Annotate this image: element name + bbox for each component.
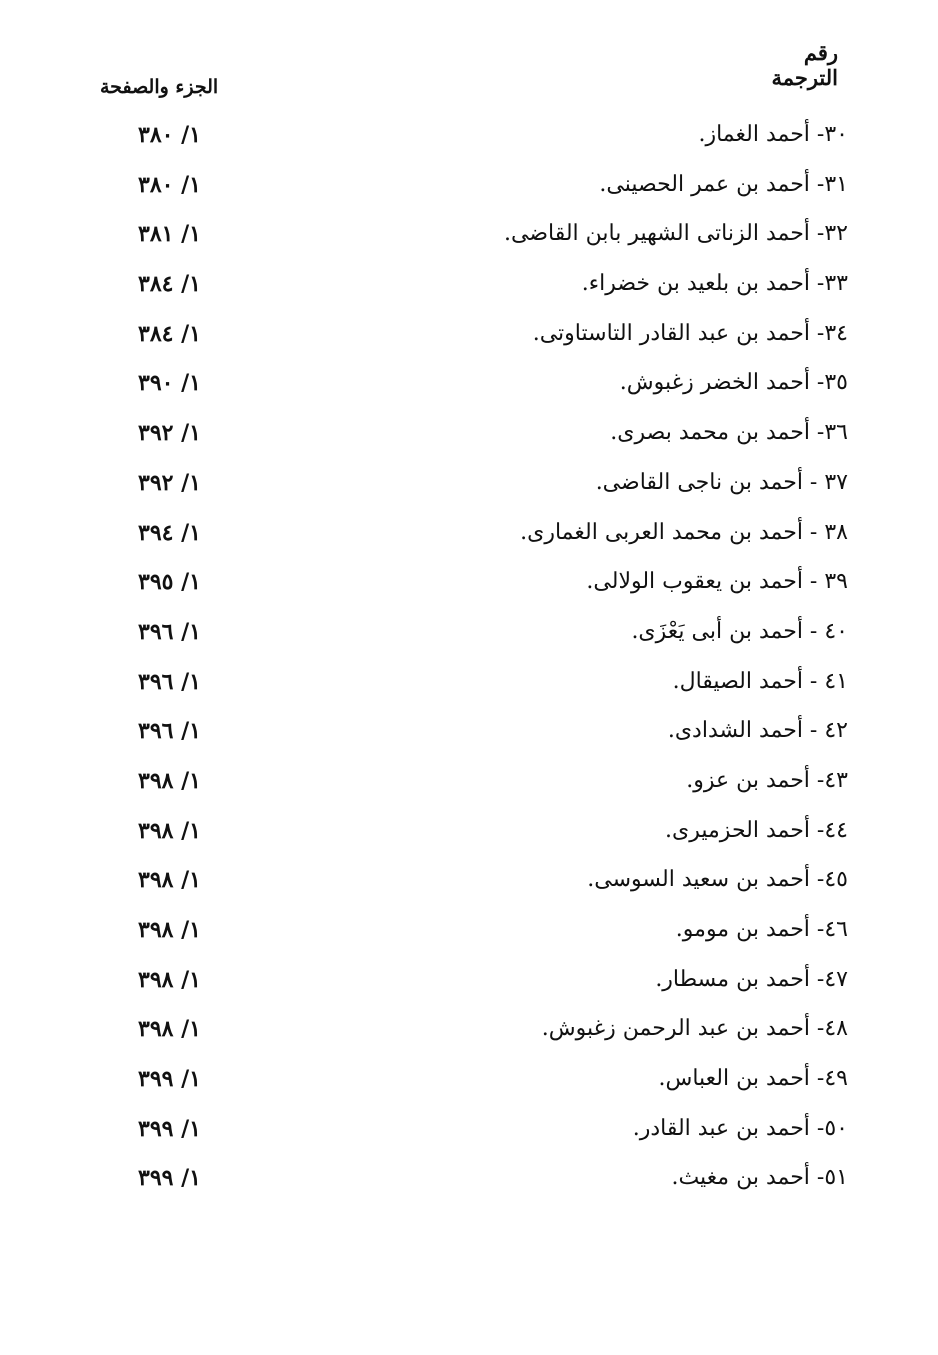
entry-name: ٣٤- أحمد بن عبد القادر التاستاوتى. — [532, 320, 848, 346]
entry-volume-page: ١/ ٣٩٩ — [138, 1066, 201, 1093]
entries-list — [0, 114, 938, 1207]
entry-volume-page: ١/ ٣٨٠ — [138, 122, 201, 148]
translation-number-header-line1: رقم — [803, 40, 838, 65]
entry-row — [0, 859, 938, 909]
entry-row — [0, 512, 938, 562]
entry-name: ٣٩ - أحمد بن يعقوب الولالى. — [586, 569, 848, 595]
entry-row — [0, 561, 938, 611]
entry-volume-page: ١/ ٣٨٤ — [138, 320, 201, 347]
translation-number-header — [638, 40, 838, 90]
entry-name: ٤٢ - أحمد الشدادى. — [667, 718, 848, 744]
entry-volume-page: ١/ ٣٨٤ — [138, 271, 201, 298]
entry-name: ٣٣- أحمد بن بلعيد بن خضراء. — [581, 271, 848, 297]
entry-name: ٣٢- أحمد الزناتى الشهير بابن القاضى. — [504, 221, 848, 247]
entry-volume-page: ١/ ٣٩٨ — [138, 817, 201, 844]
entry-row — [0, 164, 938, 214]
entry-volume-page: ١/ ٣٩٦ — [138, 668, 201, 695]
entry-name: ٣٥- أحمد الخضر زغبوش. — [619, 370, 848, 396]
entry-name: ٤٠ - أحمد بن أبى يَعْزَى. — [631, 618, 848, 644]
entry-row — [0, 412, 938, 462]
entry-row — [0, 362, 938, 412]
entry-name: ٤١ - أحمد الصيقال. — [672, 668, 848, 694]
entry-volume-page: ١/ ٣٨١ — [138, 221, 201, 248]
entry-name: ٤٥- أحمد بن سعيد السوسى. — [587, 867, 848, 893]
entry-row — [0, 909, 938, 959]
entry-volume-page: ١/ ٣٩٠ — [138, 370, 201, 397]
entry-volume-page: ١/ ٣٩٨ — [138, 867, 201, 894]
entry-row — [0, 760, 938, 810]
entry-name: ٥٠- أحمد بن عبد القادر. — [632, 1115, 848, 1141]
entry-volume-page: ١/ ٣٩٨ — [138, 917, 201, 943]
entry-row — [0, 263, 938, 313]
entry-row — [0, 661, 938, 711]
volume-page-header: الجزء والصفحة — [100, 76, 219, 98]
entry-volume-page: ١/ ٣٩٨ — [138, 767, 201, 794]
entry-name: ٣٠- أحمد الغماز. — [698, 122, 848, 147]
entry-row — [0, 213, 938, 263]
entry-name: ٤٤- أحمد الحزميرى. — [665, 817, 848, 843]
entry-name: ٣٦- أحمد بن محمد بصرى. — [610, 420, 848, 446]
entry-name: ٤٣- أحمد بن عزو. — [686, 767, 848, 793]
entry-row — [0, 810, 938, 860]
entry-row — [0, 313, 938, 363]
entry-name: ٥١- أحمد بن مغيث. — [671, 1165, 848, 1191]
entry-volume-page: ١/ ٣٩٦ — [138, 618, 201, 645]
entry-name: ٣١- أحمد بن عمر الحصينى. — [599, 171, 848, 197]
entry-row — [0, 1008, 938, 1058]
entry-row — [0, 1108, 938, 1158]
entry-name: ٤٧- أحمد بن مسطار. — [655, 966, 848, 992]
entry-volume-page: ١/ ٣٨٠ — [138, 171, 201, 198]
entry-row — [0, 611, 938, 661]
entry-name: ٤٨- أحمد بن عبد الرحمن زغبوش. — [541, 1016, 848, 1042]
entry-volume-page: ١/ ٣٩٦ — [138, 718, 201, 745]
entry-volume-page: ١/ ٣٩٩ — [138, 1115, 201, 1142]
entry-volume-page: ١/ ٣٩٢ — [138, 469, 201, 496]
entry-row — [0, 1058, 938, 1108]
entry-volume-page: ١/ ٣٩٥ — [138, 569, 201, 596]
entry-name: ٤٦- أحمد بن مومو. — [675, 917, 848, 942]
entry-volume-page: ١/ ٣٩٨ — [138, 1016, 201, 1043]
entry-volume-page: ١/ ٣٩٢ — [138, 420, 201, 447]
entry-name: ٣٨ - أحمد بن محمد العربى الغمارى. — [520, 519, 848, 545]
entry-name: ٣٧ - أحمد بن ناجى القاضى. — [595, 469, 848, 495]
entry-row — [0, 462, 938, 512]
entry-volume-page: ١/ ٣٩٨ — [138, 966, 201, 993]
entry-row — [0, 114, 938, 164]
entry-row — [0, 710, 938, 760]
entry-row — [0, 1157, 938, 1207]
entry-volume-page: ١/ ٣٩٩ — [138, 1165, 201, 1192]
entry-name: ٤٩- أحمد بن العباس. — [658, 1066, 848, 1092]
entry-row — [0, 959, 938, 1009]
entry-volume-page: ١/ ٣٩٤ — [138, 519, 201, 546]
translation-number-header-line2: الترجمة — [771, 65, 838, 90]
